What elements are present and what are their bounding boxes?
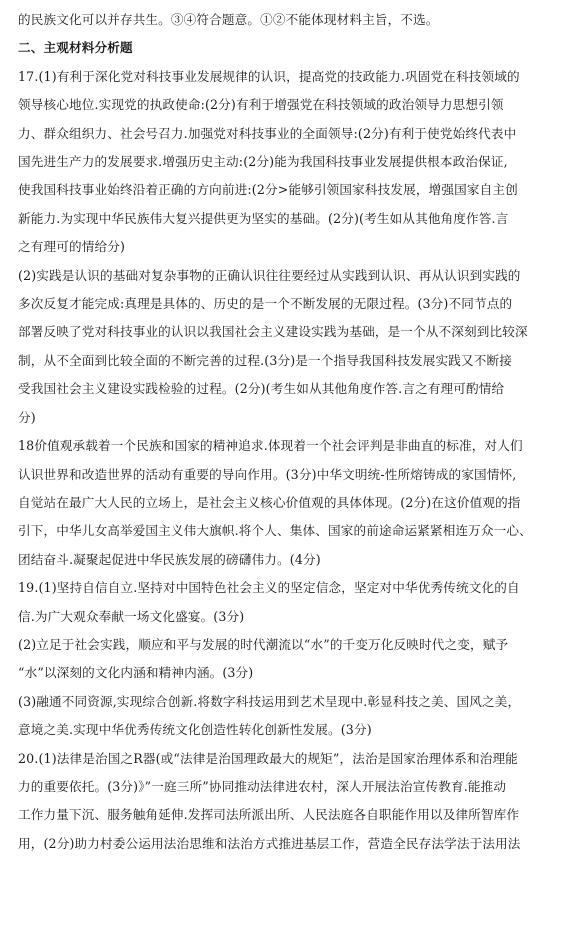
q17-text-line: 力、群众组织力、社会号召力.加强党对科技事业的全面领导:(2分)有利于使党始终代表中	[18, 125, 517, 141]
q20-text-line: 工作力量下沉、服务触角延伸.发挥司法所派出所、人民法庭各自职能作用以及律所智库作	[18, 807, 520, 823]
text-line-1: 的民族文化可以并存共生。③④符合题意。①②不能体现材料主旨，不选。	[18, 12, 439, 27]
q19-part2-text-line: “水”以深刻的文化内涵和精神内涵。(3分)	[18, 665, 254, 681]
q18-text-line: 团结奋斗.凝聚起促进中华民族发展的磅礴伟力。(4分)	[18, 551, 321, 567]
q19-part3-text-line: (3)融通不同资源,实现综合创新.将数字科技运用到艺术呈现中.彰显科技之美、国风之美，	[18, 693, 521, 709]
q17-text-line: 之有理可的情给分)	[18, 239, 126, 255]
q17-text-line: 国先进生产力的发展要求.增强历史主动:(2分)能为我国科技事业发展提供根本政治保证,	[18, 154, 508, 170]
q17-text-line: 17.(1)有利于深化党对科技事业发展规律的认识，提高党的技政能力.巩固党在科技领域的	[18, 68, 520, 84]
q18-text-line: 引下，中华儿女高举爱国主义伟大旗帜.将个人、集体、国家的前途命运紧紧相连万众一心、	[18, 523, 532, 539]
q19-part3-text-line: 意境之美.实现中华优秀传统文化创造性转化创新性发展。(3分)	[18, 722, 372, 738]
q17-part2-text-line: 多次反复才能完成:真理是具体的、历史的是一个不断发展的无限过程。(3分)不同节点的	[18, 296, 513, 312]
q18-text-line: 18价值观承载着一个民族和国家的精神追求.体现着一个社会评判是非曲直的标准，对人们	[18, 438, 523, 454]
q17-text-line: 新能力.为实现中华民族伟大复兴提供更为坚实的基础。(2分)(考生如从其他角度作答.言	[18, 210, 509, 226]
q17-part2-text-line: 制，从不全面到比较全面的不断完善的过程.(3分)是一个指导我国科技发展实践又不断接	[18, 352, 512, 368]
q20-text-line: 20.(1)法律是治国之R器(或“法律是治国理政最大的规矩”，法治是国家治理体系和治理能	[18, 750, 518, 766]
q17-part2-text-line: 部署反映了党对科技事业的认识以我国社会主义建设实践为基础，是一个从不深刻到比较深	[18, 324, 528, 340]
q17-part2-text-line: 分)	[18, 409, 36, 425]
q20-text-line: 用，(2分)助力村委公运用法治思维和法治方式推进基层工作，营造全民存法学法于法用法	[18, 835, 521, 851]
q17-part2-text-line: 受我国社会主义建设实践检验的过程。(2分)(考生如从其他角度作答.言之有理可酌情给	[18, 381, 505, 397]
q17-text-line: 使我国科技事业始终沿着正确的方向前进:(2分>能够引领国家科技发展，增强国家自主创	[18, 182, 518, 198]
q17-text-line: 领导核心地位.实现党的执政使命:(2分)有利于增强党在科技领域的政治领导力思想引领	[18, 97, 504, 113]
q18-text-line: 自觉站在最广大人民的立场上，是社会主义核心价值观的具体体现。(2分)在这价值观的指	[18, 494, 521, 510]
q18-text-line: 认识世界和改造世界的活动有重要的导向作用。(3分)中华文明统-性所熔铸成的家国情怀,	[18, 466, 517, 482]
q19-text-line: 信.为广大观众奉献一场文化盛宴。(3分)	[18, 608, 245, 624]
q19-text-line: 19.(1)坚持自信自立.坚持对中国特色社会主义的坚定信念，坚定对中华优秀传统文化的自	[18, 580, 520, 596]
q19-part2-text-line: (2)立足于社会实践，顺应和平与发展的时代潮流以“水”的千变万化反映时代之变，赋予	[18, 636, 509, 652]
q20-text-line: 力的重要依托。(3分)》”一庭三所”协同推动法律进农村，深人开展法治宣传教育.能推动	[18, 778, 507, 794]
q17-part2-text-line: (2)实践是认识的基础对复杂事物的正确认识往往要经过从实践到认识、再从认识到实践的	[18, 267, 521, 283]
section-heading-subjective-analysis: 二、主观材料分析题	[18, 40, 133, 56]
